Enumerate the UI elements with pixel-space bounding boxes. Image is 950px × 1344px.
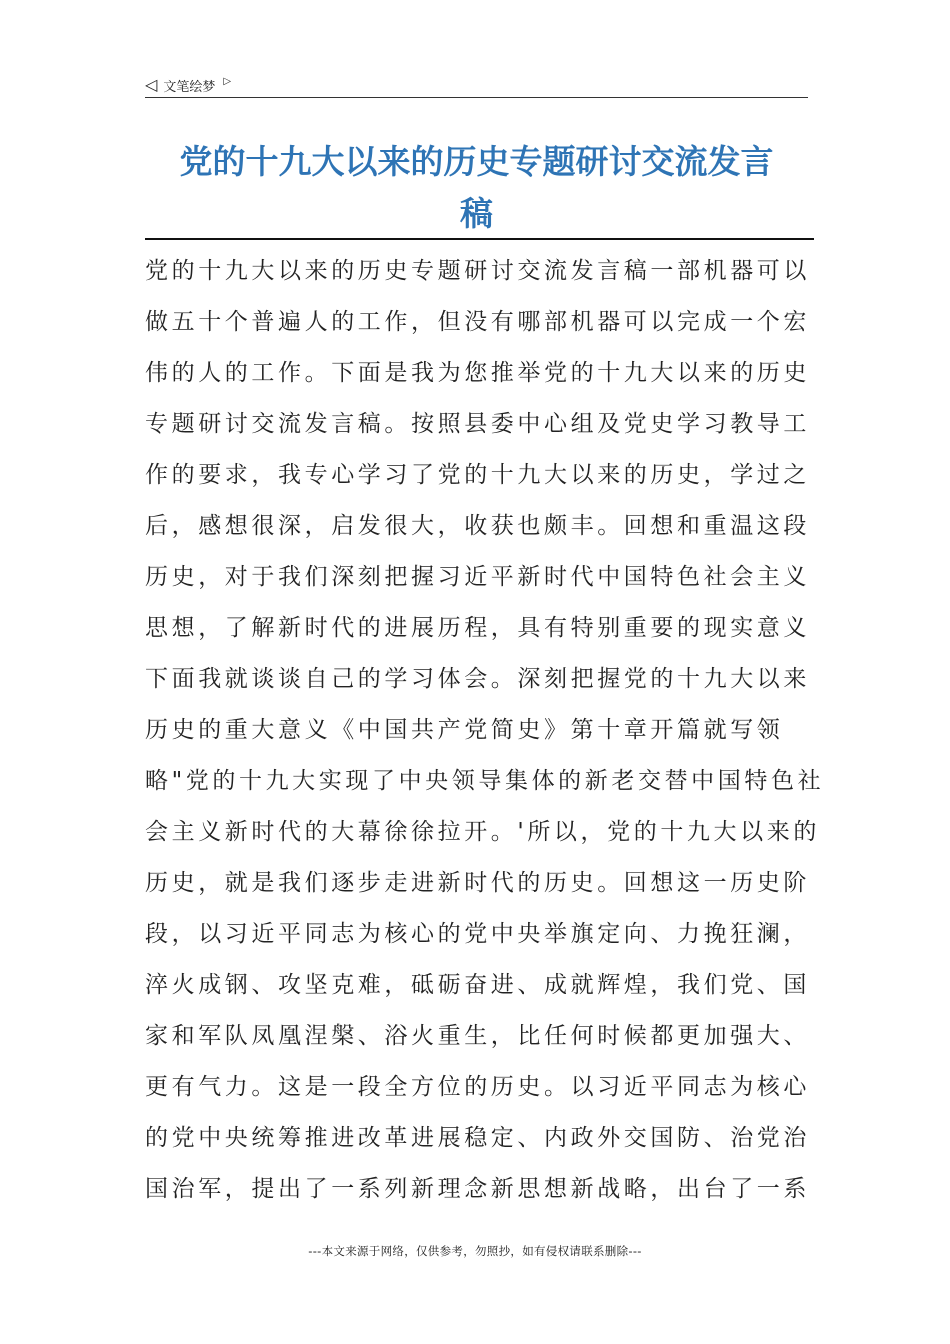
title-line-1: 党的十九大以来的历史专题研讨交流发言 bbox=[179, 142, 774, 181]
body-line: 作的要求，我专心学习了党的十九大以来的历史，学过之 bbox=[145, 462, 810, 488]
body-line: 淬火成钢、攻坚克难，砥砺奋进、成就辉煌，我们党、国 bbox=[145, 972, 810, 998]
body-line: 专题研讨交流发言稿。按照县委中心组及党史学习教导工 bbox=[145, 411, 810, 437]
triangle-right-icon: ▷ bbox=[223, 76, 232, 87]
body-line: 历史，对于我们深刻把握习近平新时代中国特色社会主义 bbox=[145, 564, 810, 590]
footer-notice: ---本文来源于网络，仅供参考，勿照抄，如有侵权请联系删除--- bbox=[308, 1244, 642, 1258]
body-line: 思想，了解新时代的进展历程，具有特别重要的现实意义 bbox=[145, 615, 810, 641]
triangle-left-icon: ◁ bbox=[145, 75, 158, 94]
body-line: 历史，就是我们逐步走进新时代的历史。回想这一历史阶 bbox=[145, 870, 810, 896]
body-line: 做五十个普遍人的工作，但没有哪部机器可以完成一个宏 bbox=[145, 309, 810, 335]
body-line: 段，以习近平同志为核心的党中央举旗定向、力挽狂澜， bbox=[145, 921, 810, 947]
body-line: 后，感想很深，启发很大，收获也颇丰。回想和重温这段 bbox=[145, 513, 810, 539]
header-divider bbox=[145, 97, 808, 98]
body-line: 会主义新时代的大幕徐徐拉开。'所以，党的十九大以来的 bbox=[145, 819, 820, 845]
body-line: 伟的人的工作。下面是我为您推举党的十九大以来的历史 bbox=[145, 360, 810, 386]
body-line: 家和军队凤凰涅槃、浴火重生，比任何时候都更加强大、 bbox=[145, 1023, 810, 1049]
title-line-2: 稿 bbox=[460, 194, 493, 233]
body-line: 国治军，提出了一系列新理念新思想新战略，出台了一系 bbox=[145, 1176, 810, 1202]
header-brand: 文笔绘梦 bbox=[163, 79, 216, 95]
body-line: 的党中央统筹推进改革进展稳定、内政外交国防、治党治 bbox=[145, 1125, 810, 1151]
title-divider bbox=[145, 238, 814, 240]
page-header bbox=[145, 74, 231, 96]
body-line: 历史的重大意义《中国共产党简史》第十章开篇就写领 bbox=[145, 717, 784, 743]
body-text bbox=[145, 246, 825, 1215]
body-line: 下面我就谈谈自己的学习体会。深刻把握党的十九大以来 bbox=[145, 666, 810, 692]
document-title bbox=[145, 136, 808, 240]
body-line: 略"党的十九大实现了中央领导集体的新老交替中国特色社 bbox=[145, 768, 825, 794]
body-line: 党的十九大以来的历史专题研讨交流发言稿一部机器可以 bbox=[145, 258, 810, 284]
body-line: 更有气力。这是一段全方位的历史。以习近平同志为核心 bbox=[145, 1074, 810, 1100]
